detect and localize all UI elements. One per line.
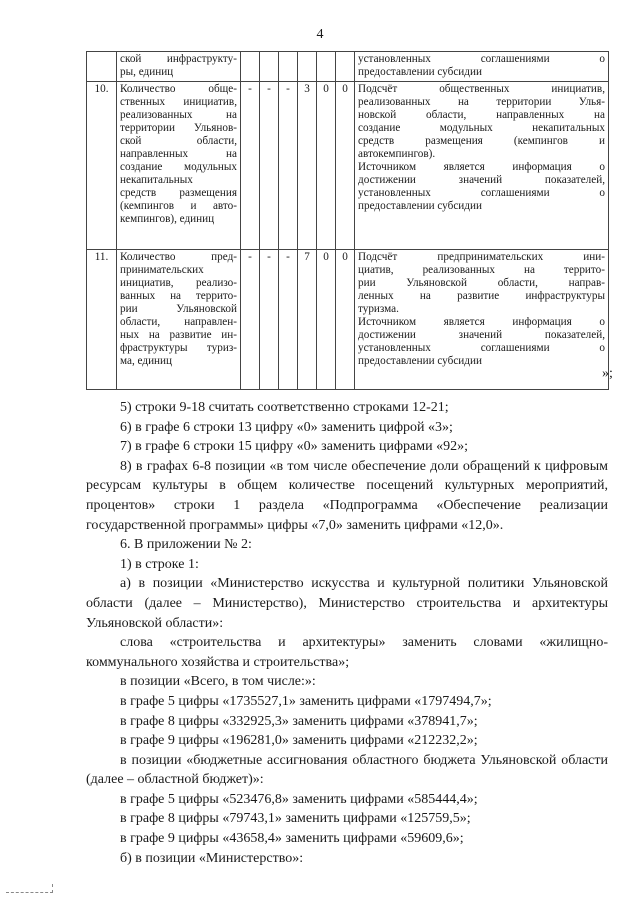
table-row	[87, 82, 609, 250]
cell-text-line: некапитальных	[120, 174, 193, 186]
paragraph: 1) в строке 1:	[120, 556, 199, 572]
paragraph: в графе 8 цифры «79743,1» заменить цифрами «125759,5»;	[120, 811, 471, 827]
cell-text-line: реализованных на	[120, 109, 237, 121]
value-cell: 0	[336, 82, 355, 250]
cell-text-line: ванных на террито-	[120, 290, 237, 302]
indicator-name-cell	[117, 82, 241, 250]
paragraph: в графе 8 цифры «332925,3» заменить цифрами «378941,7»;	[120, 713, 478, 729]
cell-text-line: средств размещения (кемпингов и	[358, 135, 605, 147]
paragraph: в графе 5 цифры «1735527,1» заменить цифрами «1797494,7»;	[120, 693, 492, 709]
value-cell	[241, 52, 260, 82]
value-cell: 0	[317, 82, 336, 250]
cell-text-line: кемпингов), единиц	[120, 213, 215, 225]
cell-text-line: реализованных на территории Улья-	[358, 96, 605, 108]
cell-text-line: Источником является информация о	[358, 316, 605, 328]
cell-text-line: рии Ульяновской	[120, 303, 237, 315]
paragraph: 8) в графах 6-8 позиции «в том числе обеспечение доли обращений к цифровым ресурсам культуры в общем количестве посещений культурных мероприятий, процентов» строки 1 раздела «Подпрограмма «Обеспечение реализации государственной программы» цифры «7,0» заменить цифрами «12,0».	[86, 458, 608, 533]
cell-text-line: новской области, направленных на	[358, 109, 605, 121]
cell-text-line: предоставлении субсидии	[358, 355, 482, 367]
cell-text-line: Количество обще-	[120, 83, 237, 95]
cell-text-line: Источником является информация о	[358, 161, 605, 173]
cell-text-line: средств размещения	[120, 187, 237, 199]
cell-text-line: ма, единиц	[120, 355, 173, 367]
paragraph: в позиции «Всего, в том числе:»:	[120, 674, 316, 690]
paragraph: в графе 5 цифры «523476,8» заменить цифрами «585444,4»;	[120, 791, 478, 807]
value-cell	[260, 52, 279, 82]
value-cell: 0	[336, 250, 355, 390]
cell-text-line: рии Ульяновской области, направ-	[358, 277, 605, 289]
indicators-table	[86, 51, 609, 390]
paragraph: 7) в графе 6 строки 15 цифру «0» заменить цифрами «92»;	[120, 439, 468, 455]
cell-text-line: ных на развитие ин-	[120, 329, 237, 341]
paragraph: 6) в графе 6 строки 13 цифру «0» заменить цифрой «3»;	[120, 419, 453, 435]
cell-text-line: Подсчёт общественных инициатив,	[358, 83, 605, 95]
value-cell: -	[241, 82, 260, 250]
cell-text-line: Подсчёт предпринимательских ини-	[358, 251, 605, 263]
value-cell	[298, 52, 317, 82]
indicator-name-cell	[117, 250, 241, 390]
cell-text-line: ской области,	[120, 135, 237, 147]
paragraph: а) в позиции «Министерство искусства и культурной политики Ульяновской области (далее – Министерство), Министерство строительства и архитектуры Ульяновской области»:	[86, 576, 608, 631]
row-number-cell: 10.	[87, 82, 117, 250]
method-note-cell	[355, 82, 609, 250]
scan-corner-mark	[6, 884, 53, 893]
cell-text-line: установленных соглашениями о	[358, 187, 605, 199]
table-row-continued	[87, 52, 609, 82]
value-cell: 7	[298, 250, 317, 390]
cell-text-line: ленных на развитие инфраструктуры	[358, 290, 605, 302]
cell-text-line: (кемпингов и авто-	[120, 200, 237, 212]
cell-text-line: направленных на	[120, 148, 237, 160]
value-cell: -	[279, 82, 298, 250]
paragraph: слова «строительства и архитектуры» заменить словами «жилищно-коммунального хозяйства и строительства»;	[86, 635, 608, 670]
cell-text-line: предоставлении субсидии	[358, 66, 482, 78]
cell-text-line: достижении значений показателей,	[358, 329, 605, 341]
cell-text-line: Количество пред-	[120, 251, 237, 263]
cell-text-line: циатив, реализованных на террито-	[358, 264, 605, 276]
cell-text-line: фраструктуры туриз-	[120, 342, 237, 354]
cell-text-line: принимательских	[120, 264, 204, 276]
cell-text-line: достижении значений показателей,	[358, 174, 605, 186]
value-cell: 3	[298, 82, 317, 250]
paragraph: 6. В приложении № 2:	[120, 537, 252, 553]
value-cell	[336, 52, 355, 82]
cell-text-line: установленных соглашениями о	[358, 342, 605, 354]
cell-text-line: создание модульных	[120, 161, 237, 173]
value-cell	[279, 52, 298, 82]
cell-text-line: предоставлении субсидии	[358, 200, 482, 212]
value-cell: -	[260, 250, 279, 390]
paragraph: в графе 9 цифры «196281,0» заменить цифрами «212232,2»;	[120, 733, 478, 749]
cell-text-line: туризма.	[358, 303, 399, 315]
method-note-cell	[355, 250, 609, 390]
paragraph: в позиции «бюджетные ассигнования областного бюджета Ульяновской области (далее – областной бюджет)»:	[86, 752, 608, 788]
value-cell: -	[260, 82, 279, 250]
value-cell: 0	[317, 250, 336, 390]
cell-text-line: создание модульных некапитальных	[358, 122, 605, 134]
row-number-cell	[87, 52, 117, 82]
method-note-cell	[355, 52, 609, 82]
cell-text-line: инициатив, реализо-	[120, 277, 237, 289]
indicator-name-cell	[117, 52, 241, 82]
value-cell	[317, 52, 336, 82]
table-row	[87, 250, 609, 390]
page-number: 4	[316, 27, 324, 42]
cell-text-line: автокемпингов).	[358, 148, 436, 160]
paragraph: б) в позиции «Министерство»:	[120, 850, 304, 866]
cell-text-line: области, направлен-	[120, 316, 237, 328]
cell-text-line: территории Ульянов-	[120, 122, 237, 134]
value-cell: -	[241, 250, 260, 390]
cell-text-line: установленных соглашениями о	[358, 53, 605, 65]
cell-text-line: ской инфраструкту-	[120, 53, 237, 65]
amendment-text	[86, 398, 608, 868]
cell-text-line: ственных инициатив,	[120, 96, 237, 108]
closing-quote-mark: »;	[602, 366, 613, 381]
value-cell: -	[279, 250, 298, 390]
paragraph: в графе 9 цифры «43658,4» заменить цифрами «59609,6»;	[120, 831, 464, 847]
cell-text-line: ры, единиц	[120, 66, 174, 78]
row-number-cell: 11.	[87, 250, 117, 390]
paragraph: 5) строки 9-18 считать соответственно строками 12-21;	[120, 400, 449, 415]
